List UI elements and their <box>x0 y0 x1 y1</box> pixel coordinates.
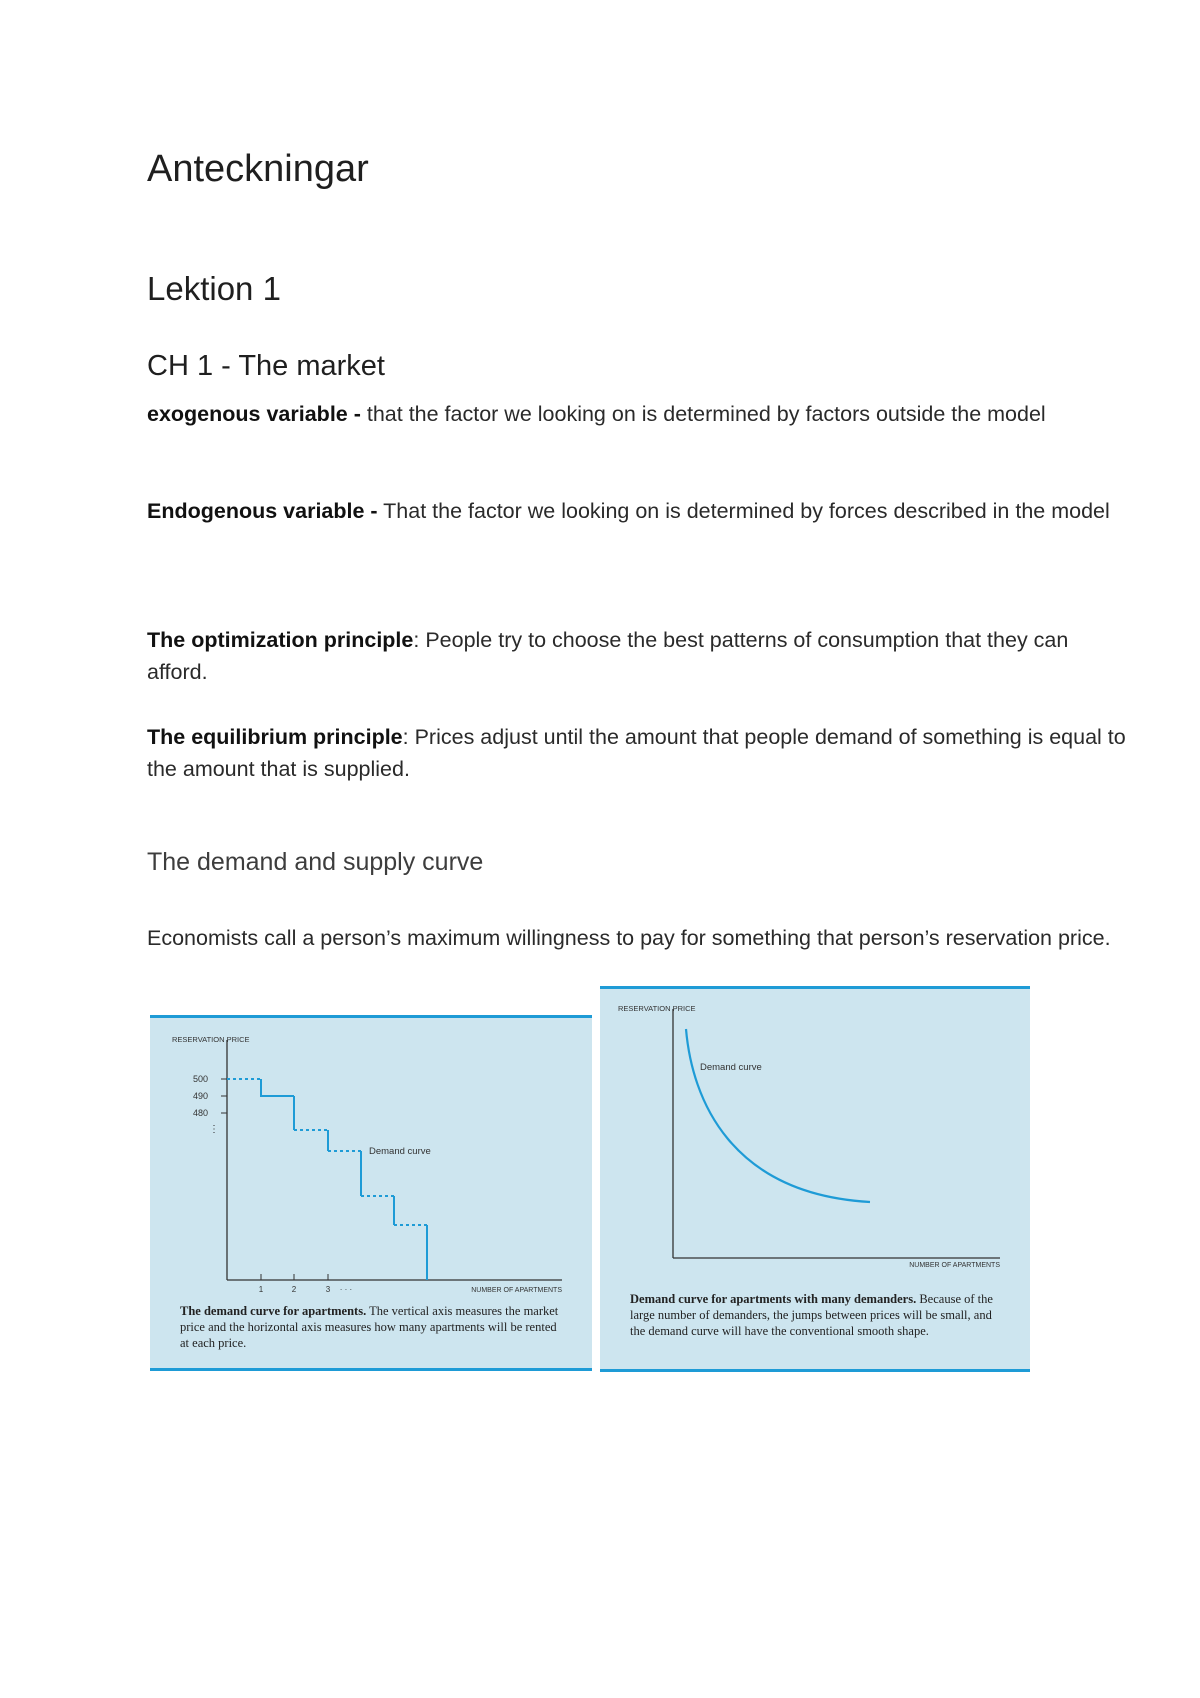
y-tick-label: 480 <box>192 1108 208 1118</box>
demand-curve-label: Demand curve <box>369 1146 431 1157</box>
definition-text: : Prices adjust until the amount that people demand of something is equal to the amount that is supplied. <box>147 725 1126 781</box>
definition-text: that the factor we looking on is determined by factors outside the model <box>360 402 1046 426</box>
figure-caption <box>630 1291 1005 1339</box>
definition-text: : People try to choose the best patterns of consumption that they can afford. <box>147 628 1069 684</box>
figure-smooth-demand <box>600 986 1030 1372</box>
section-heading: The demand and supply curve <box>147 848 484 876</box>
lecture-heading: Lektion 1 <box>147 270 281 307</box>
figure-stepped-demand <box>150 1015 592 1371</box>
demand-curve-smooth <box>686 1029 870 1202</box>
y-axis-label: RESERVATION PRICE <box>618 1004 696 1013</box>
x-axis-label: NUMBER OF APARTMENTS <box>471 1287 562 1294</box>
definition-endogenous <box>147 495 1132 527</box>
stepped-demand-chart <box>150 1018 592 1308</box>
definition-term: exogenous variable - <box>147 402 361 426</box>
caption-body: Because of the large number of demanders, the jumps between prices will be small, and the demand curve will have the conventional smooth shape. <box>630 1292 993 1338</box>
figure-caption <box>180 1303 560 1351</box>
smooth-demand-chart <box>600 989 1030 1269</box>
y-tick-label: 490 <box>192 1091 208 1101</box>
demand-curve-label: Demand curve <box>700 1062 762 1073</box>
caption-title: Demand curve for apartments with many demanders. <box>630 1292 917 1306</box>
section-paragraph: Economists call a person’s maximum willingness to pay for something that person’s reservation price. <box>147 926 1111 950</box>
definition-term: The optimization principle <box>147 628 414 652</box>
x-tick-label: 3 <box>325 1285 331 1294</box>
caption-body: The vertical axis measures the market price and the horizontal axis measures how many apartments will be rented at each price. <box>180 1304 559 1350</box>
y-tick-label: 500 <box>192 1074 208 1084</box>
y-axis-label: RESERVATION PRICE <box>172 1035 250 1044</box>
x-axis-label: NUMBER OF APARTMENTS <box>909 1262 1000 1269</box>
caption-title: The demand curve for apartments. <box>180 1304 367 1318</box>
chapter-heading: CH 1 - The market <box>147 350 385 382</box>
document-title: Anteckningar <box>147 148 369 190</box>
y-tick-ellipsis: ⋮ <box>209 1124 219 1135</box>
x-tick-ellipsis: · · · <box>339 1285 353 1294</box>
demand-curve-steps <box>227 1079 427 1280</box>
definition-term: The equilibrium principle <box>147 725 403 749</box>
x-tick-label: 1 <box>258 1285 264 1294</box>
demand-step-riser <box>261 1079 294 1096</box>
definition-term: Endogenous variable - <box>147 499 378 523</box>
definition-equilibrium <box>147 721 1132 785</box>
definition-optimization <box>147 624 1132 688</box>
definition-text: That the factor we looking on is determined by forces described in the model <box>377 499 1110 523</box>
x-tick-label: 2 <box>291 1285 297 1294</box>
definition-exogenous <box>147 398 1132 430</box>
